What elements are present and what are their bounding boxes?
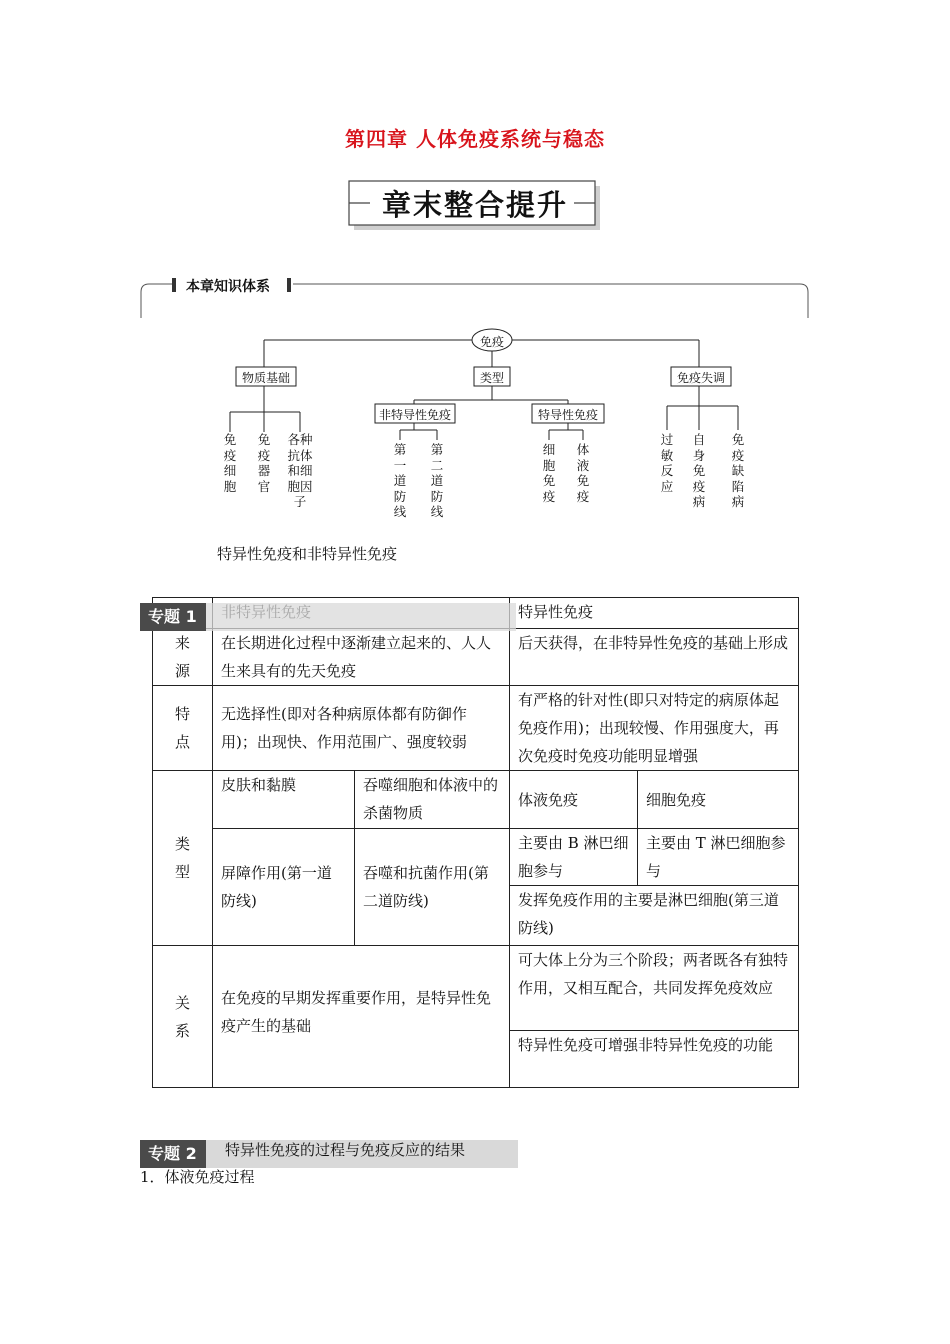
source-specific: 后天获得，在非特异性免疫的基础上形成 bbox=[510, 629, 799, 686]
leaf-antibodies-cytokines: 各种抗体和细胞因子 bbox=[287, 432, 313, 509]
leaf-autoimmune: 自身免疫病 bbox=[692, 432, 706, 509]
row-label-relation: 关系 bbox=[153, 946, 213, 1088]
relation-specific-1: 可大体上分为三个阶段；两者既各有独特作用，又相互配合，共同发挥免疫效应 bbox=[510, 946, 799, 1031]
type-lymphocyte: 发挥免疫作用的主要是淋巴细胞(第三道防线) bbox=[510, 886, 799, 946]
mindmap-connectors bbox=[0, 320, 950, 530]
leaf-immune-cells: 免疫细胞 bbox=[223, 432, 237, 494]
leaf-immune-organs: 免疫器官 bbox=[257, 432, 271, 494]
leaf-first-defense: 第一道防线 bbox=[393, 442, 407, 519]
type-skin-mucosa: 皮肤和黏膜 bbox=[213, 771, 355, 829]
row-label-feature: 特点 bbox=[153, 686, 213, 771]
feature-specific: 有严格的针对性(即只对特定的病原体起免疫作用)；出现较慢、作用强度大，再次免疫时免疫功能明显增强 bbox=[510, 686, 799, 771]
subbranch-nonspecific: 非特导性免疫 bbox=[378, 408, 451, 422]
row-label-type: 类型 bbox=[153, 771, 213, 946]
topic1-badge: 专题 1 bbox=[140, 603, 206, 631]
type-cellular: 细胞免疫 bbox=[638, 771, 799, 829]
type-humoral: 体液免疫 bbox=[510, 771, 638, 829]
type-phagocyte-fluid: 吞噬细胞和体液中的杀菌物质 bbox=[355, 771, 510, 829]
banner-title: 章末整合提升 bbox=[381, 188, 568, 222]
knowledge-mindmap bbox=[0, 320, 950, 530]
subbranch-specific: 特导性免疫 bbox=[537, 408, 598, 422]
topic1-bar bbox=[206, 603, 516, 631]
source-nonspecific: 在长期进化过程中逐渐建立起来的、人人生来具有的先天免疫 bbox=[213, 629, 510, 686]
header-specific: 特异性免疫 bbox=[510, 598, 799, 629]
branch-material-basis: 物质基础 bbox=[241, 371, 290, 385]
type-phagocyte-antibacterial: 吞噬和抗菌作用(第二道防线) bbox=[355, 829, 510, 946]
leaf-allergy: 过敏反应 bbox=[660, 432, 674, 494]
branch-immune-disorder: 免疫失调 bbox=[676, 371, 725, 385]
topic2-title: 特异性免疫的过程与免疫反应的结果 bbox=[225, 1141, 466, 1159]
leaf-immunodeficiency: 免疫缺陷病 bbox=[731, 432, 745, 509]
subheading: 特异性免疫和非特异性免疫 bbox=[217, 545, 398, 563]
branch-types: 类型 bbox=[479, 371, 504, 385]
topic2-badge: 专题 2 bbox=[140, 1140, 206, 1168]
leaf-cellular-immunity: 细胞免疫 bbox=[542, 442, 556, 504]
comparison-table bbox=[152, 597, 799, 1088]
relation-specific-2: 特异性免疫可增强非特异性免疫的功能 bbox=[510, 1031, 799, 1088]
relation-nonspecific: 在免疫的早期发挥重要作用，是特异性免疫产生的基础 bbox=[213, 946, 510, 1088]
row-label-source: 来源 bbox=[153, 629, 213, 686]
leaf-second-defense: 第二道防线 bbox=[430, 442, 444, 519]
section-label: 本章知识体系 bbox=[186, 279, 270, 295]
item-humoral-process: 1．体液免疫过程 bbox=[140, 1168, 255, 1186]
type-b-cell: 主要由 B 淋巴细胞参与 bbox=[510, 829, 638, 886]
leaf-humoral-immunity: 体液免疫 bbox=[576, 442, 590, 504]
section-frame bbox=[0, 270, 950, 320]
type-barrier: 屏障作用(第一道防线) bbox=[213, 829, 355, 946]
chapter-title: 第四章 人体免疫系统与稳态 bbox=[345, 127, 605, 151]
feature-nonspecific: 无选择性(即对各种病原体都有防御作用)；出现快、作用范围广、强度较弱 bbox=[213, 686, 510, 771]
type-t-cell: 主要由 T 淋巴细胞参与 bbox=[638, 829, 799, 886]
mindmap-root: 免疫 bbox=[479, 335, 504, 349]
